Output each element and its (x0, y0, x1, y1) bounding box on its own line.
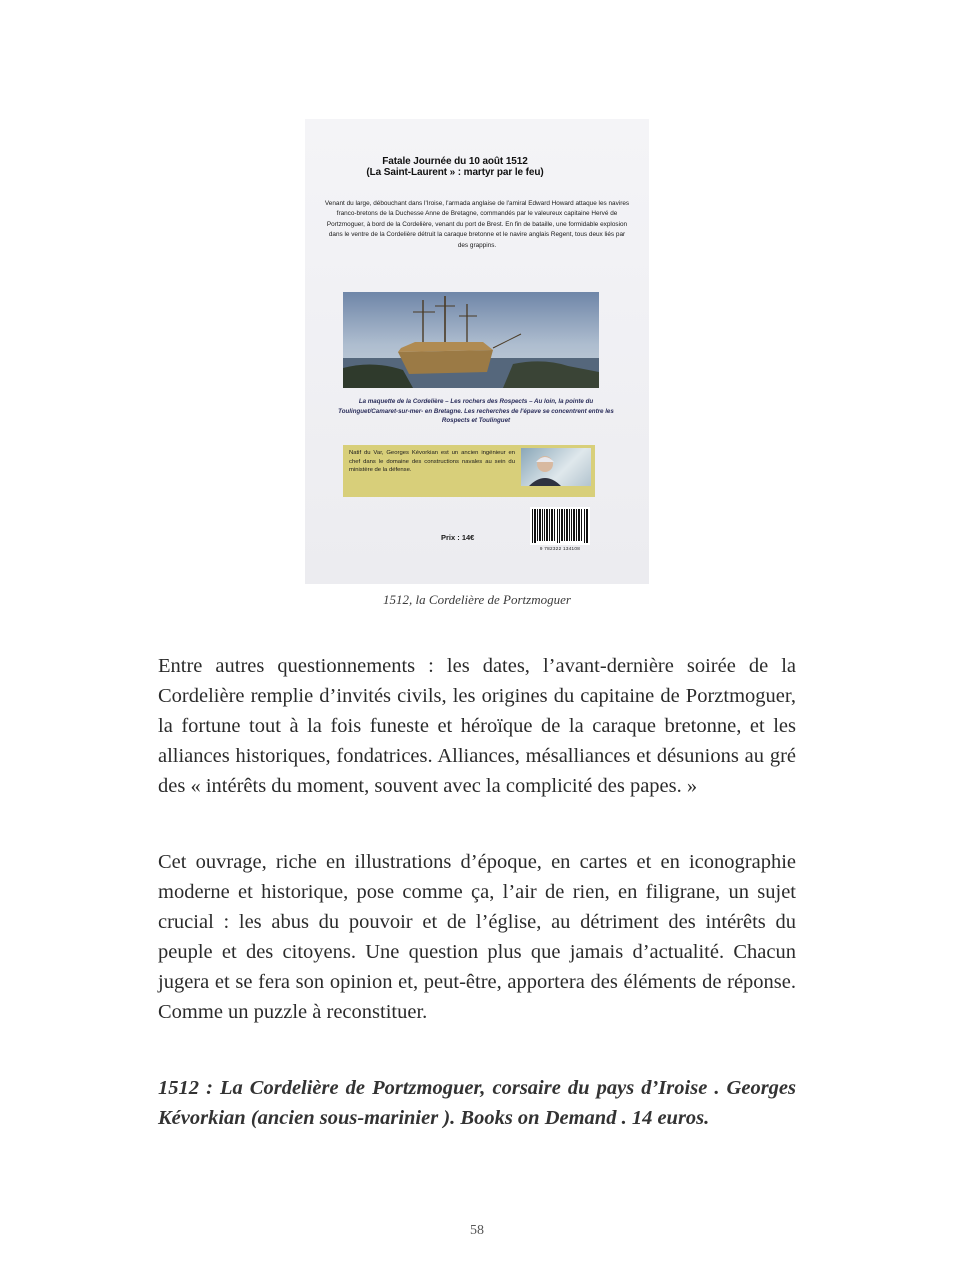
page-number: 58 (470, 1223, 484, 1238)
cover-image-caption: La maquette de la Cordelière – Les rochers des Rospects – Au loin, la pointe du Toulinguet/Camaret-sur-mer- en Bretagne. Les recherches de l'épave se concentrent entre les Rospects et Toulinguet (338, 398, 614, 424)
barcode (530, 507, 590, 545)
cover-title (345, 156, 565, 178)
book-back-cover (315, 129, 639, 574)
paragraph-work-description: Cet ouvrage, riche en illustrations d’époque, en cartes et en iconographie moderne et historique, pose comme ça, l’air de rien, en filigrane, un sujet crucial : les abus du pouvoir et de l’église, au détriment des intérêts du peuple et des citoyens. Une question plus que jamais d’actualité. Chacun jugera et se fera son opinion et, peut-être, apportera des éléments de réponse. Comme un puzzle à reconstituer. (158, 851, 796, 1023)
cover-summary: Venant du large, débouchant dans l'Iroise, l'armada anglaise de l'amiral Edward Howard attaque les navires franco-bretons de la Duchesse Anne de Bretagne, commandés par le valeureux capitaine Hervé de Portzmoguer, à bord de la Cordelière, venant du port de Brest. En fin de bataille, une formidable explosion dans le ventre de la Cordelière détruit la caraque bretonne et le navire anglais Regent, tous deux liés par des grappins. (324, 200, 630, 249)
cover-title-line1: Fatale Journée du 10 août 1512 (382, 156, 528, 167)
barcode-bars (530, 507, 590, 545)
book-reference: 1512 : La Cordelière de Portzmoguer, corsaire du pays d’Iroise . Georges Kévorkian (ancien sous-marinier ). Books on Demand . 14 euros. (158, 1077, 796, 1129)
barcode-number: 9 782322 134108 (539, 546, 581, 551)
book-cover-photo (305, 119, 649, 584)
figure-caption: 1512, la Cordelière de Portzmoguer (383, 592, 571, 607)
author-bio: Natif du Var, Georges Kévorkian est un ancien ingénieur en chef dans le domaine des constructions navales au sein du ministère de la défense. (349, 450, 515, 474)
ship-model-image (343, 292, 599, 388)
author-portrait (521, 448, 591, 486)
author-photo (521, 448, 591, 486)
author-box (343, 445, 595, 497)
cover-title-line2: (La Saint-Laurent » : martyr par le feu) (366, 167, 544, 178)
paragraph-questions: Entre autres questionnements : les dates, l’avant-dernière soirée de la Cordelière remplie d’invités civils, les origines du capitaine de Porztmoguer, la fortune tout à la fois funeste et héroïque de la caraque bretonne, et les alliances historiques, fondatrices. Alliances, mésalliances et désunions au gré des « intérêts du moment, souvent avec la complicité des papes. » (158, 655, 796, 797)
price-label: Prix : 14€ (441, 533, 475, 542)
ship-illustration (343, 292, 599, 388)
